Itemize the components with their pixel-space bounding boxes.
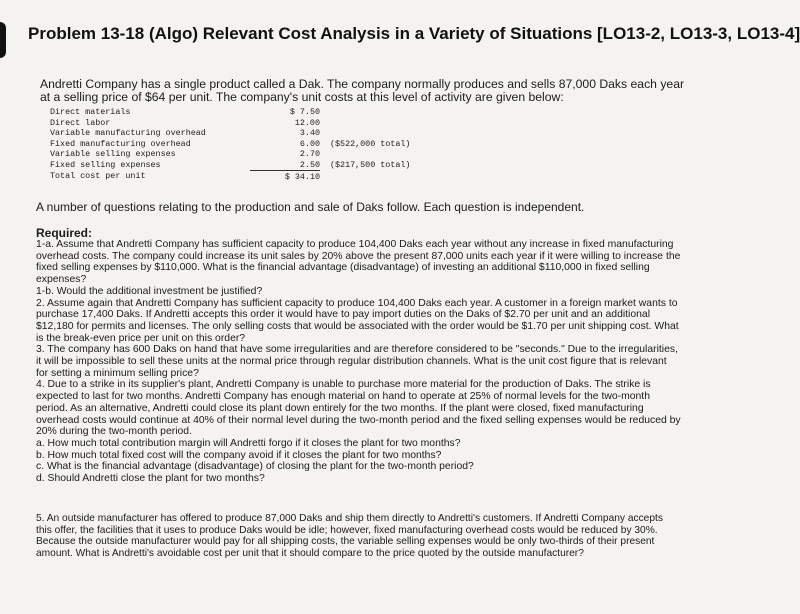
question-4c: c. What is the financial advantage (disadvantage) of closing the plant for the two-month period? (36, 461, 474, 473)
cost-label: Total cost per unit (50, 171, 146, 182)
cost-total-row (50, 171, 410, 183)
cost-row (50, 118, 410, 129)
required-heading: Required: (36, 226, 93, 240)
unit-cost-table (50, 107, 410, 183)
question-4: 4. Due to a strike in its supplier's plant, Andretti Company is unable to purchase more material for the production of Daks. The strike is expected to last for two months. Andretti Company has enough material on hand to operate at 25% of normal levels for the two-month period. As an alternative, Andretti could close its plant down entirely for the two months. If the plant were closed, fixed manufacturing overhead costs would continue at 40% of their normal level during the two-month period and the fixed selling expenses would be reduced by 20% during the two-month period. (36, 379, 681, 438)
cost-label: Variable manufacturing overhead (50, 128, 206, 138)
cost-amount: 3.40 (299, 128, 320, 138)
cost-row (50, 139, 410, 150)
required-questions (36, 239, 681, 485)
cost-note (320, 171, 410, 183)
cost-amount: $ 7.50 (289, 107, 320, 117)
question-4b: b. How much total fixed cost will the company avoid if it closes the plant for two months? (36, 449, 442, 461)
problem-title: Problem 13-18 (Algo) Relevant Cost Analysis in a Variety of Situations [LO13-2, LO13-3, LO13-4] (28, 24, 800, 43)
cost-row (50, 107, 410, 118)
question-1b: 1-b. Would the additional investment be justified? (36, 285, 263, 297)
cost-amount: 2.70 (299, 149, 320, 159)
question-3: 3. The company has 600 Daks on hand that have some irregularities and are therefore considered to be "seconds." Due to the irregularities, it will be impossible to sell these units at the normal price through regular distribution channels. What is the unit cost figure that is relevant for setting a minimum selling price? (36, 344, 678, 379)
cost-label: Fixed selling expenses (50, 159, 161, 170)
lead-sentence: A number of questions relating to the production and sale of Daks follow. Each question is independent. (36, 200, 585, 214)
cost-note: ($217,500 total) (330, 159, 411, 170)
cost-note (320, 128, 410, 139)
question-5-block (36, 513, 664, 559)
question-4d: d. Should Andretti close the plant for two months? (36, 473, 265, 485)
cost-label: Fixed manufacturing overhead (50, 138, 191, 149)
cost-amount: 6.00 (299, 138, 320, 149)
cost-row (50, 128, 410, 139)
cost-amount: 2.50 (250, 160, 320, 171)
cost-amount: 12.00 (294, 117, 320, 128)
cost-label: Direct labor (50, 117, 111, 128)
page-edge-mark (0, 22, 6, 58)
cost-note (320, 149, 410, 160)
cost-row (50, 149, 410, 160)
cost-row (50, 160, 410, 171)
question-4a: a. How much total contribution margin will Andretti forgo if it closes the plant for two months? (36, 437, 461, 449)
cost-label: Variable selling expenses (50, 149, 176, 159)
intro-paragraph: Andretti Company has a single product called a Dak. The company normally produces and sells 87,000 Daks each year at a selling price of $64 per unit. The company's unit costs at this level of activity are given below: (40, 77, 685, 104)
cost-label: Direct materials (50, 107, 131, 117)
cost-note (320, 107, 410, 118)
question-1a: 1-a. Assume that Andretti Company has sufficient capacity to produce 104,400 Daks each year without any increase in fixed manufacturing overhead costs. The company could increase its unit sales by 20% above the present 87,000 units each year if it were willing to increase the fixed selling expenses by $110,000. What is the financial advantage (disadvantage) of investing an additional $110,000 in fixed selling expenses? (36, 239, 681, 286)
cost-note (320, 118, 410, 129)
cost-amount: $ 34.10 (284, 172, 320, 182)
question-2: 2. Assume again that Andretti Company has sufficient capacity to produce 104,400 Daks each year. A customer in a foreign market wants to purchase 17,400 Daks. If Andretti accepts this order it would have to pay import duties on the Daks of $2.70 per unit and an additional $12,180 for permits and licenses. The only selling costs that would be associated with the order would be $1.70 per unit shipping cost. What is the break-even price per unit on this order? (36, 297, 679, 344)
cost-note: ($522,000 total) (330, 138, 411, 149)
question-5: 5. An outside manufacturer has offered to produce 87,000 Daks and ship them directly to Andretti's customers. If Andretti Company accepts this offer, the facilities that it uses to produce Daks would be idle; however, fixed manufacturing overhead costs would be reduced by 30%. Because the outside manufacturer would pay for all shipping costs, the variable selling expenses would be only two-thirds of their present amount. What is Andretti's avoidable cost per unit that it should compare to the price quoted by the outside manufacturer? (36, 513, 663, 559)
